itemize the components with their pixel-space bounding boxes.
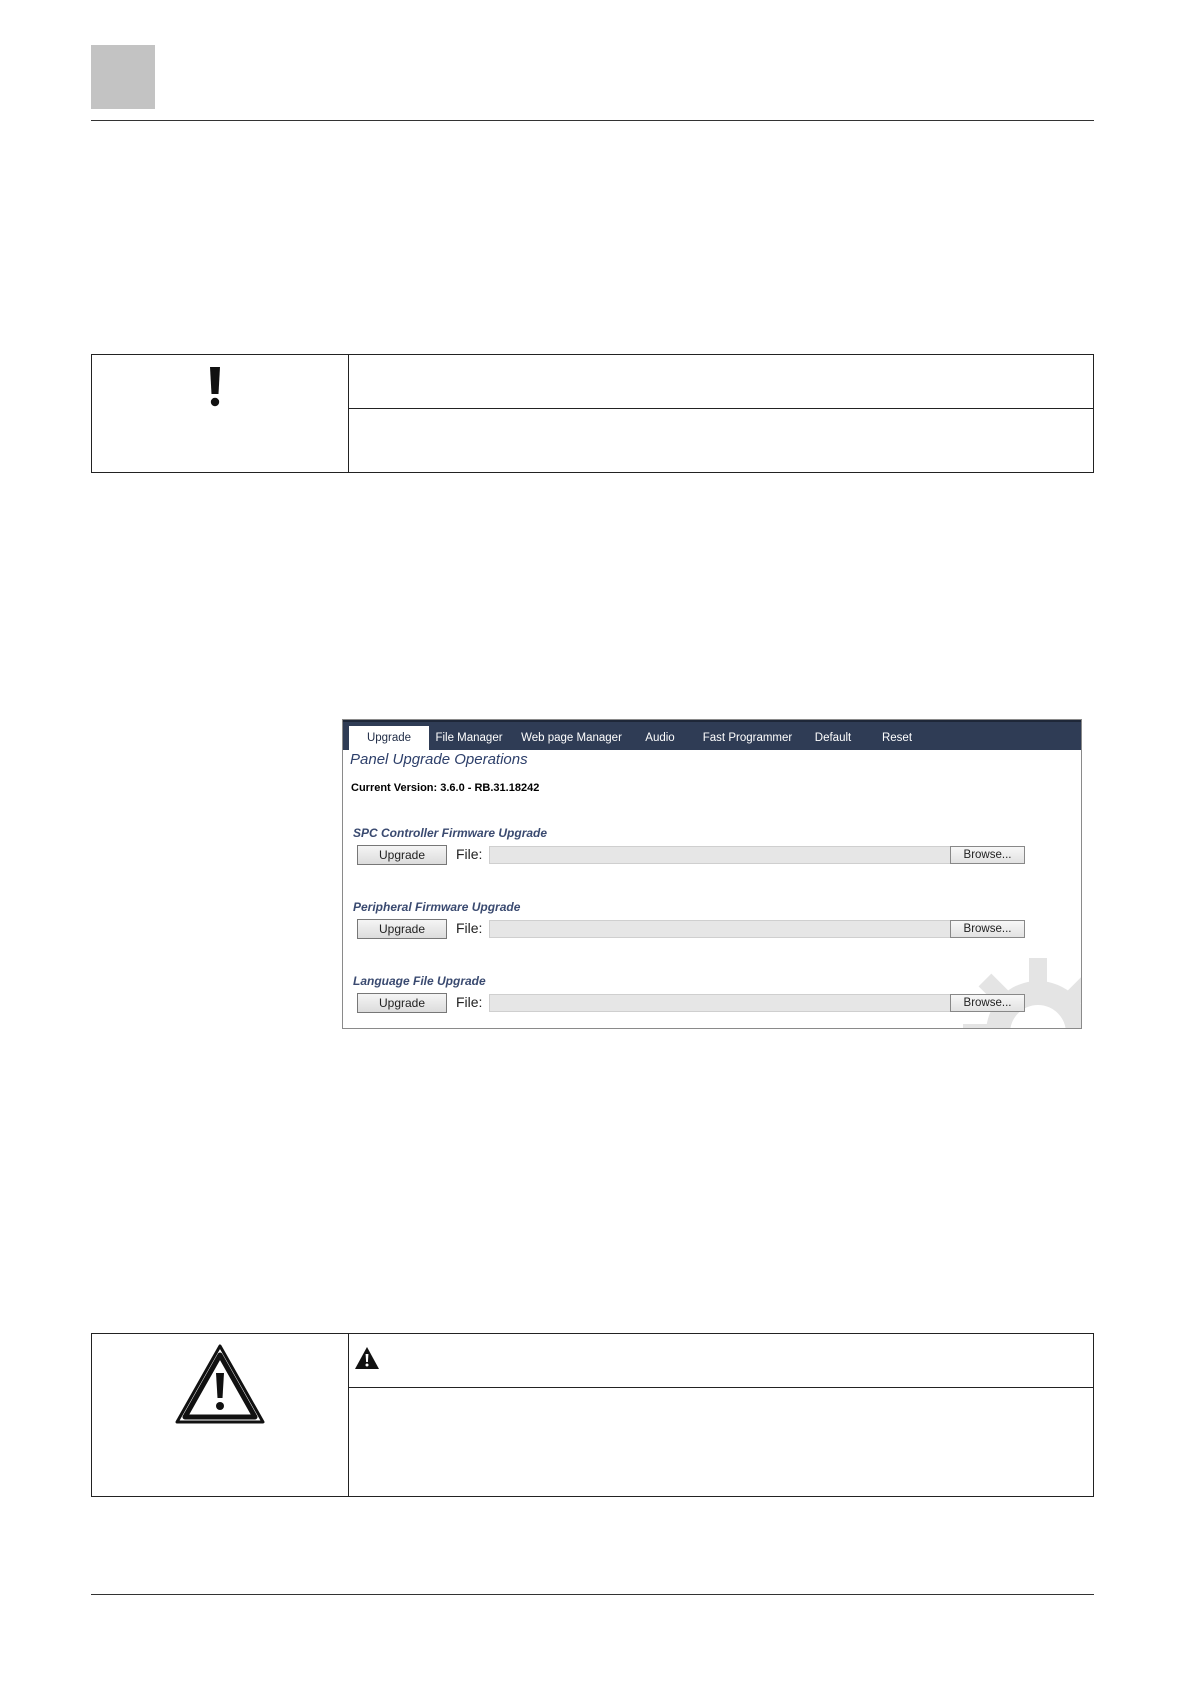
file-label: File: bbox=[456, 846, 483, 862]
upgrade-row-peripheral bbox=[357, 919, 1067, 939]
exclamation-icon bbox=[208, 367, 222, 407]
tab-web-page-manager[interactable]: Web page Manager bbox=[521, 732, 622, 744]
file-input[interactable] bbox=[489, 994, 952, 1012]
upgrade-screenshot bbox=[342, 719, 1082, 1029]
tab-audio[interactable]: Audio bbox=[645, 732, 675, 744]
note-header-row bbox=[349, 355, 1093, 409]
tab-file-manager[interactable]: File Manager bbox=[435, 732, 503, 744]
upgrade-row-controller bbox=[357, 845, 1067, 865]
tab-fast-programmer[interactable]: Fast Programmer bbox=[702, 732, 793, 744]
upgrade-button[interactable]: Upgrade bbox=[357, 845, 447, 865]
warning-icon-cell bbox=[92, 1334, 349, 1496]
browse-button[interactable]: Browse... bbox=[950, 846, 1025, 864]
header-rule bbox=[91, 120, 1094, 121]
note-box bbox=[91, 354, 1094, 473]
panel-title: Panel Upgrade Operations bbox=[350, 751, 528, 768]
file-input[interactable] bbox=[489, 920, 952, 938]
warning-text-cell bbox=[349, 1334, 1093, 1496]
note-text-cell bbox=[349, 355, 1093, 472]
chapter-marker bbox=[91, 45, 155, 109]
footer-rule bbox=[91, 1594, 1094, 1595]
warning-triangle-icon bbox=[174, 1343, 266, 1425]
file-input[interactable] bbox=[489, 846, 952, 864]
file-label: File: bbox=[456, 920, 483, 936]
note-icon-cell bbox=[92, 355, 349, 472]
browse-button[interactable]: Browse... bbox=[950, 994, 1025, 1012]
upgrade-button[interactable]: Upgrade bbox=[357, 919, 447, 939]
current-version: Current Version: 3.6.0 - RB.31.18242 bbox=[351, 782, 540, 794]
section-title-controller: SPC Controller Firmware Upgrade bbox=[353, 826, 548, 840]
section-title-language: Language File Upgrade bbox=[353, 974, 486, 988]
browse-button[interactable]: Browse... bbox=[950, 920, 1025, 938]
upgrade-button[interactable]: Upgrade bbox=[357, 993, 447, 1013]
tab-upgrade[interactable]: Upgrade bbox=[349, 726, 429, 750]
tab-bar bbox=[343, 720, 1081, 750]
warning-header-row bbox=[349, 1334, 1093, 1388]
tab-reset[interactable]: Reset bbox=[881, 732, 913, 744]
tab-default[interactable]: Default bbox=[814, 732, 852, 744]
warning-box bbox=[91, 1333, 1094, 1497]
file-label: File: bbox=[456, 994, 483, 1010]
upgrade-row-language bbox=[357, 993, 1067, 1013]
warning-triangle-small-icon bbox=[354, 1346, 380, 1370]
section-title-peripheral: Peripheral Firmware Upgrade bbox=[353, 900, 521, 914]
